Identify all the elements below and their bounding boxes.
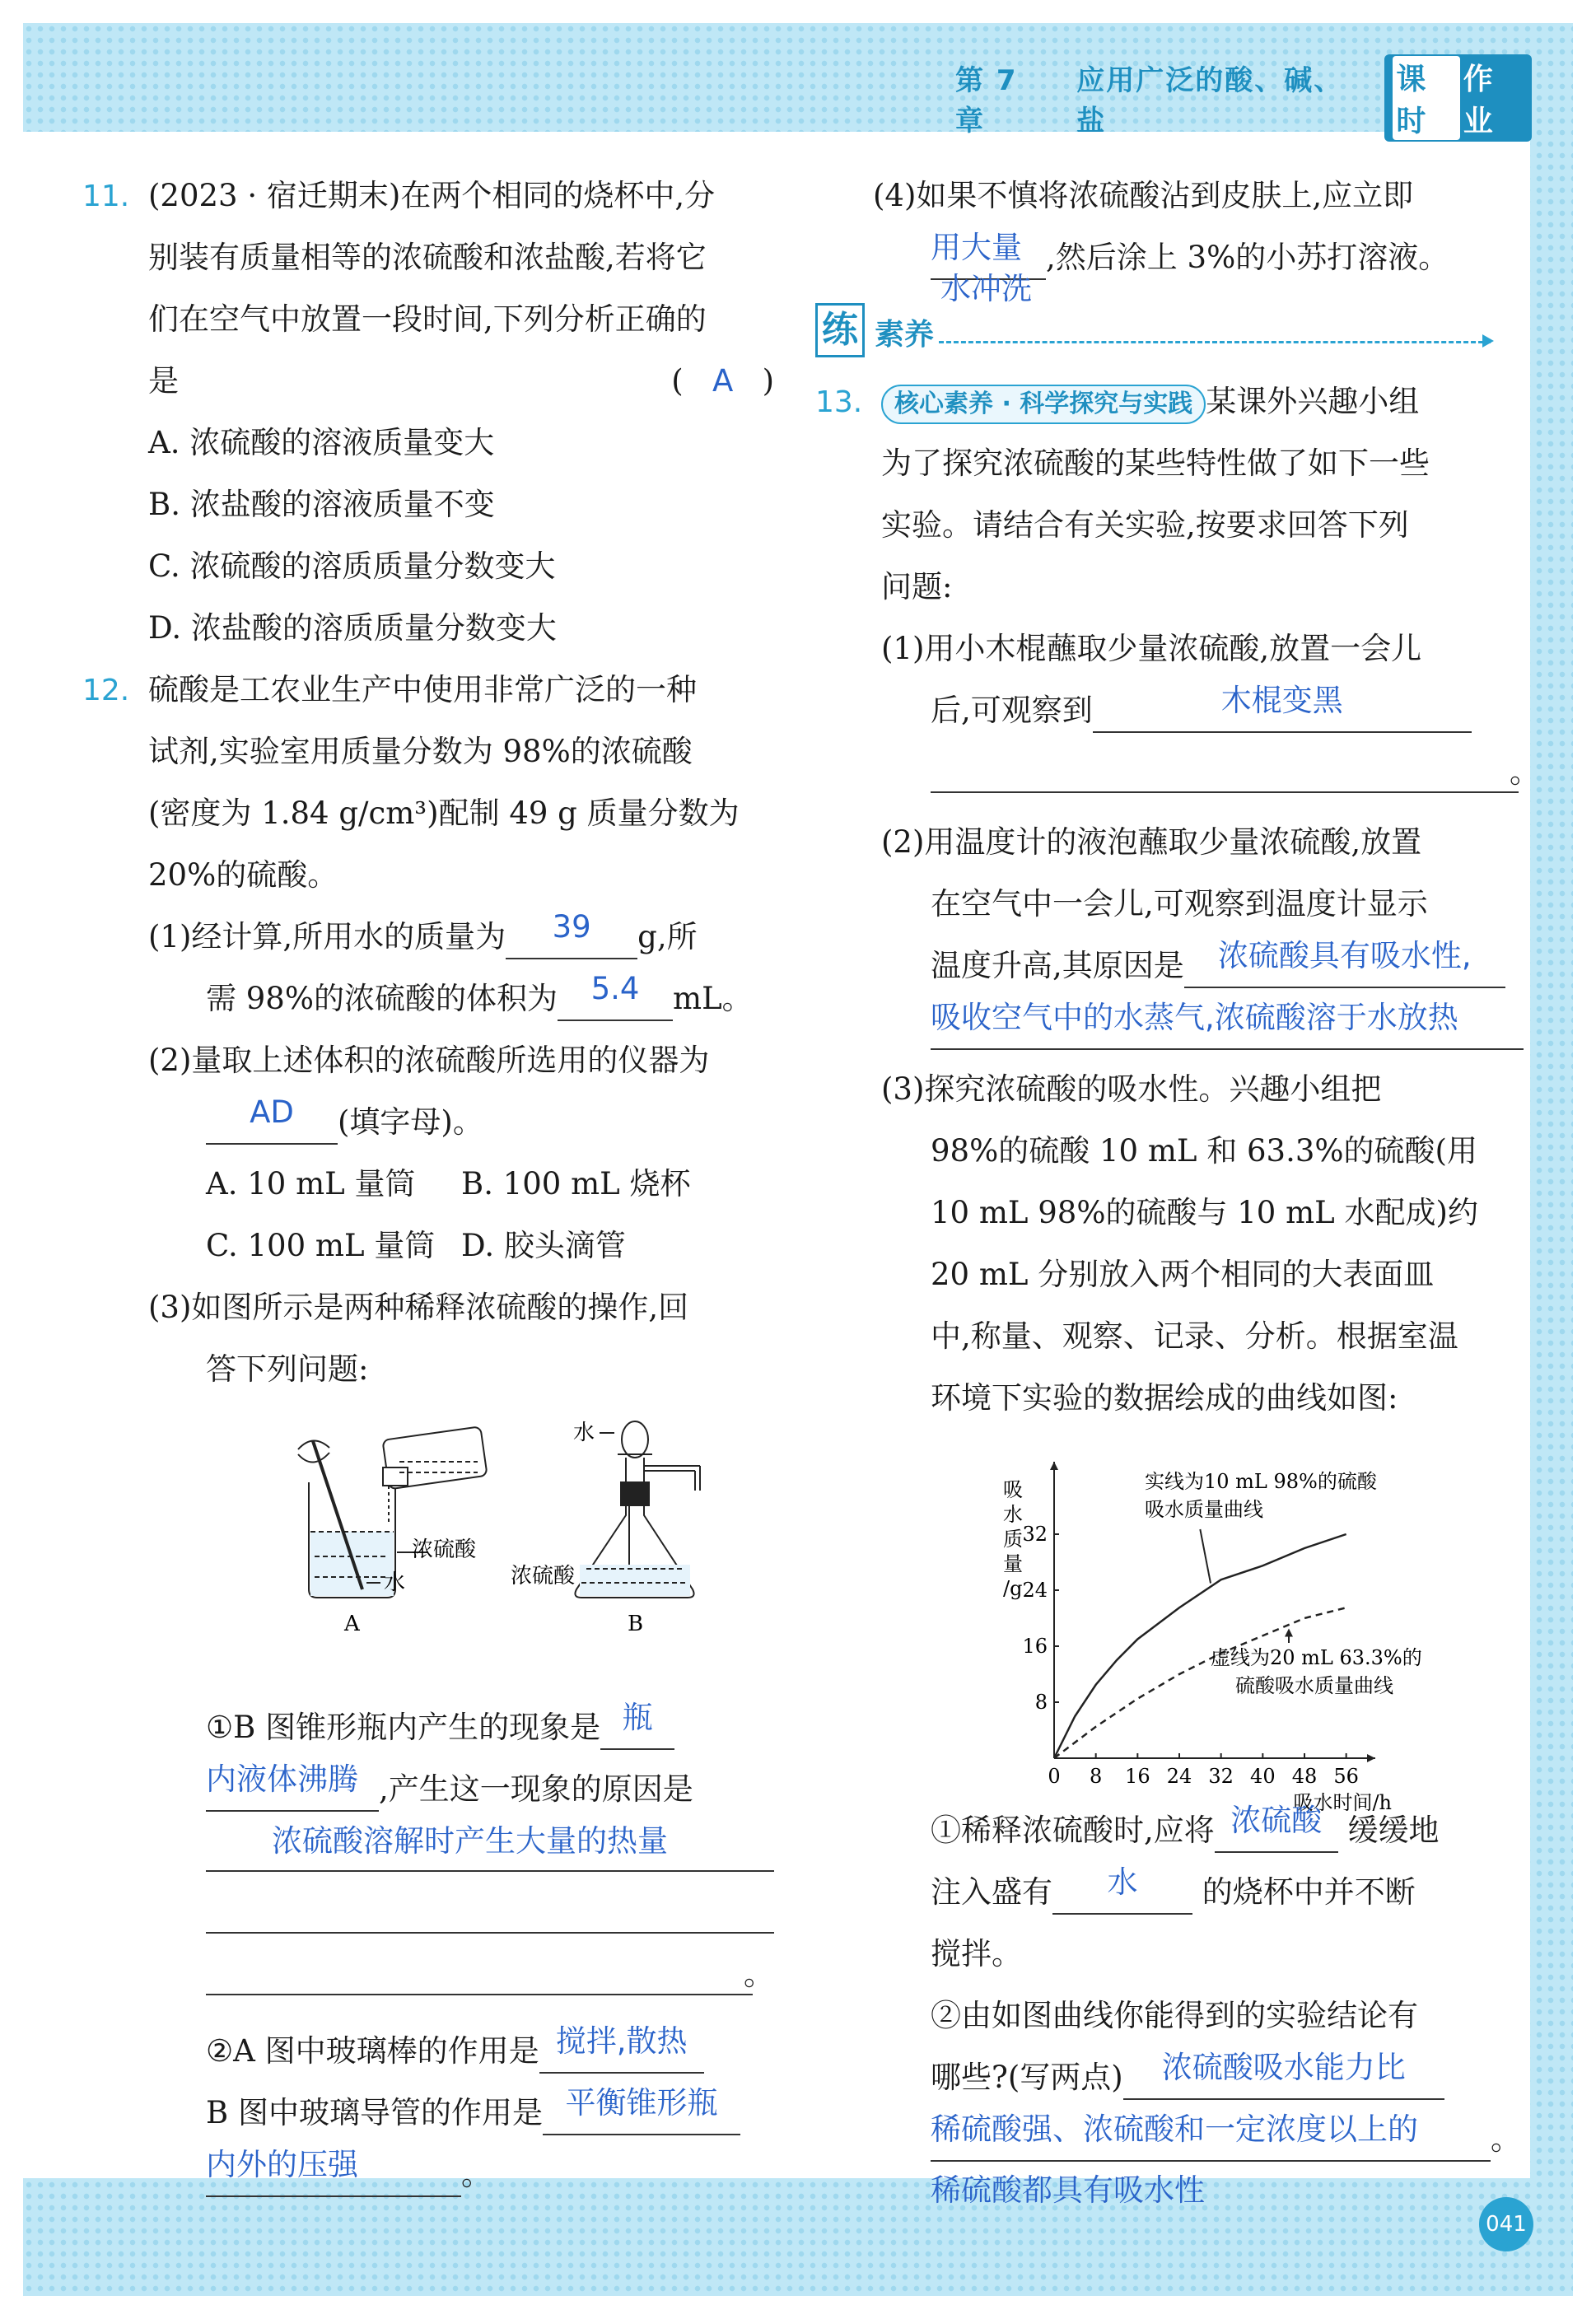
q13-p3-line6 bbox=[815, 1367, 1540, 1429]
right-column bbox=[815, 165, 1540, 306]
q12-s1-line1 bbox=[82, 1696, 774, 1758]
q13-p2-line2 bbox=[815, 873, 1540, 935]
q13-p2-answer-1: 浓硫酸具有吸水性, bbox=[1217, 938, 1472, 973]
q12-options-row-2 bbox=[82, 1215, 774, 1276]
q13-s2-answer-3: 稀硫酸都具有吸水性 bbox=[931, 2172, 1205, 2208]
q12-p2-blank[interactable] bbox=[206, 1094, 338, 1145]
q11-text-4: 是 bbox=[148, 363, 179, 399]
q12-s2-line3 bbox=[82, 2144, 774, 2205]
q13-s1-line1 bbox=[815, 1799, 1540, 1861]
q11-line-3 bbox=[82, 288, 774, 350]
flask-b-illustration bbox=[575, 1421, 700, 1598]
fig-a-acid-label: 浓硫酸 bbox=[412, 1537, 477, 1562]
q12-part4-line2 bbox=[815, 226, 1540, 306]
x-tick-label: 32 bbox=[1208, 1765, 1234, 1788]
q13-text-3: 实验。请结合有关实验,按要求回答下列 bbox=[881, 507, 1409, 543]
q13-block bbox=[815, 371, 1540, 2211]
q13-core-tag: 核心素养 · 科学探究与实践 bbox=[881, 385, 1206, 424]
q12-s2-line2 bbox=[82, 2082, 774, 2144]
x-tick-label: 48 bbox=[1291, 1765, 1318, 1788]
q13-s1-text-b: 缓缓地 bbox=[1347, 1813, 1440, 1848]
q12-option-a: A. 10 mL 量筒 bbox=[206, 1166, 416, 1201]
q13-p1-line2 bbox=[815, 679, 1540, 741]
x-tick-label: 24 bbox=[1166, 1765, 1192, 1788]
q13-p3-line1 bbox=[815, 1058, 1540, 1120]
q13-s2-blank-2[interactable] bbox=[931, 2111, 1491, 2162]
q12-part1-line1 bbox=[82, 906, 774, 968]
q12-part2-line2 bbox=[82, 1091, 774, 1153]
q13-p3-line2 bbox=[815, 1120, 1540, 1182]
x-tick-label: 0 bbox=[1048, 1765, 1061, 1788]
q13-s1-blank-1[interactable] bbox=[1215, 1803, 1338, 1853]
x-tick-label: 16 bbox=[1125, 1765, 1150, 1788]
q12-s2-answer-2: 平衡锥形瓶 bbox=[565, 2085, 718, 2121]
q13-p2-line1 bbox=[815, 811, 1540, 873]
q13-p2-blank-2[interactable] bbox=[931, 1000, 1524, 1050]
q13-s1-text-d: 的烧杯中并不断 bbox=[1202, 1874, 1416, 1910]
chapter-label: 第 7 章 bbox=[955, 64, 1018, 138]
q12-text-4: 20%的硫酸。 bbox=[148, 857, 338, 893]
q13-p3-line3 bbox=[815, 1182, 1540, 1243]
fig-a-caption: A bbox=[344, 1612, 360, 1636]
y-axis-label-char: 吸 bbox=[1003, 1478, 1023, 1501]
q13-text-2: 为了探究浓硫酸的某些特性做了如下一些 bbox=[881, 446, 1430, 481]
q12-part2-line1 bbox=[82, 1029, 774, 1091]
q12-part3-line1 bbox=[82, 1276, 774, 1338]
y-axis-label-char: /g bbox=[1003, 1577, 1023, 1600]
q13-s2-line3 bbox=[815, 2108, 1540, 2170]
q13-text-1: 某课外兴趣小组 bbox=[1206, 384, 1420, 419]
q13-s1-blank-2[interactable] bbox=[1052, 1864, 1192, 1915]
q12-s1-line4 bbox=[82, 1882, 774, 1943]
q12-p4-answer-1: 用大量 bbox=[931, 230, 1022, 265]
q12-s2-line1 bbox=[82, 2020, 774, 2082]
q12-s2-blank-3[interactable] bbox=[206, 2147, 461, 2197]
q12-p2-text-b: (填字母)。 bbox=[338, 1104, 483, 1140]
q13-s2-blank-1[interactable] bbox=[1123, 2050, 1444, 2100]
q12-line-3 bbox=[82, 782, 774, 844]
q13-p1-line3 bbox=[815, 741, 1540, 803]
q11-option-a-text: A. 浓硫酸的溶液质量变大 bbox=[148, 425, 495, 460]
q12-s2-text-b: B 图中玻璃导管的作用是 bbox=[206, 2095, 543, 2130]
q12-p1-text-d: mL。 bbox=[673, 981, 753, 1016]
q13-p3-line5 bbox=[815, 1305, 1540, 1367]
q11-option-c bbox=[82, 535, 774, 597]
q11-option-b-text: B. 浓盐酸的溶液质量不变 bbox=[148, 487, 495, 522]
q11-text-3: 们在空气中放置一段时间,下列分析正确的 bbox=[148, 301, 707, 337]
q12-p2-answer: AD bbox=[250, 1094, 294, 1130]
q12-s1-line2 bbox=[82, 1758, 774, 1820]
section-badge: 练 bbox=[815, 303, 865, 357]
dilution-figure-svg bbox=[82, 1400, 774, 1696]
q12-text-3: (密度为 1.84 g/cm³)配制 49 g 质量分数为 bbox=[148, 796, 740, 831]
q12-p1-blank-2[interactable] bbox=[558, 971, 673, 1021]
y-axis-label-char: 质 bbox=[1003, 1528, 1023, 1551]
left-column bbox=[82, 165, 774, 2205]
q12-s1-line3 bbox=[82, 1820, 774, 1882]
page-header bbox=[955, 63, 1532, 138]
series-1-label-line1: 实线为10 mL 98%的硫酸 bbox=[1145, 1470, 1377, 1493]
q11-line-4 bbox=[82, 350, 774, 412]
x-tick-label: 56 bbox=[1333, 1765, 1359, 1788]
q12-line-1 bbox=[82, 659, 774, 721]
q13-s2-answer-1: 浓硫酸吸水能力比 bbox=[1161, 2050, 1406, 2085]
q13-s1-text-c: 注入盛有 bbox=[931, 1874, 1052, 1910]
q13-line-3 bbox=[815, 494, 1540, 556]
y-axis-arrow bbox=[1050, 1462, 1058, 1470]
q12-s1-blank-2[interactable] bbox=[206, 1761, 379, 1812]
q13-line-2 bbox=[815, 432, 1540, 494]
q11-line-2 bbox=[82, 226, 774, 288]
q12-part1-line2 bbox=[82, 968, 774, 1029]
page-number: 041 bbox=[1479, 2197, 1533, 2251]
q12-s1-blank-1[interactable] bbox=[600, 1700, 674, 1750]
fig-b-acid-label: 浓硫酸 bbox=[511, 1564, 576, 1589]
q13-p1-rule bbox=[931, 791, 1519, 793]
q11-answer-paren bbox=[671, 350, 774, 412]
q13-line-1 bbox=[815, 371, 1540, 432]
x-tick-label: 8 bbox=[1090, 1765, 1103, 1788]
q12-option-b: B. 100 mL 烧杯 bbox=[461, 1166, 691, 1201]
q12-s2-answer-3: 内外的压强 bbox=[206, 2147, 358, 2182]
q12-s1-rule-3 bbox=[206, 1870, 774, 1872]
q12-p4-text-a: (4)如果不慎将浓硫酸沾到皮肤上,应立即 bbox=[873, 178, 1414, 213]
q12-option-c: C. 100 mL 量筒 bbox=[206, 1228, 436, 1263]
q13-s2-end: 。 bbox=[1491, 2121, 1521, 2157]
q13-p2-text-c: 温度升高,其原因是 bbox=[931, 948, 1184, 983]
q13-p3-text-3: 10 mL 98%的硫酸与 10 mL 水配成)约 bbox=[931, 1195, 1478, 1230]
q13-p3-text-6: 环境下实验的数据绘成的曲线如图: bbox=[931, 1380, 1398, 1416]
q12-p2-text-a: (2)量取上述体积的浓硫酸所选用的仪器为 bbox=[148, 1043, 710, 1078]
q12-p3-text-b: 答下列问题: bbox=[206, 1351, 369, 1387]
series-2-label-line2: 硫酸吸水质量曲线 bbox=[1235, 1674, 1393, 1697]
q12-text-1: 硫酸是工农业生产中使用非常广泛的一种 bbox=[148, 672, 697, 707]
q12-line-4 bbox=[82, 844, 774, 906]
q12-s1-answer-3: 浓硫酸溶解时产生大量的热量 bbox=[272, 1823, 668, 1859]
q12-s1-rule-5 bbox=[206, 1994, 753, 1995]
q12-p4-answer-2: 水冲洗 bbox=[940, 271, 1032, 306]
section-arrow-icon bbox=[1482, 334, 1494, 348]
brand-logo bbox=[1384, 54, 1532, 142]
q11-option-c-text: C. 浓硫酸的溶质质量分数变大 bbox=[148, 548, 556, 584]
q12-options-row-1 bbox=[82, 1153, 774, 1215]
q12-number: 12. bbox=[82, 674, 130, 707]
q12-s1-rule-4 bbox=[206, 1932, 774, 1934]
q12-p4-text-b: ,然后涂上 3%的小苏打溶液。 bbox=[1046, 240, 1449, 275]
q13-s1-text-e: 搅拌。 bbox=[931, 1936, 1022, 1971]
q12-s1-answer-1: 瓶 bbox=[622, 1700, 653, 1735]
q13-s1-line2 bbox=[815, 1861, 1540, 1923]
q12-s2-blank-2[interactable] bbox=[543, 2085, 740, 2135]
series-1-label-line2: 吸水质量曲线 bbox=[1145, 1498, 1263, 1521]
q13-s1-line3 bbox=[815, 1923, 1540, 1985]
q11-text-1: (2023 · 宿迁期末)在两个相同的烧杯中,分 bbox=[148, 178, 716, 213]
q12-p1-text-b: g,所 bbox=[637, 919, 698, 954]
y-axis-label-char: 水 bbox=[1003, 1503, 1023, 1526]
series-2-pointer-arrow bbox=[1285, 1629, 1293, 1637]
q12-s1-text-b: ,产生这一现象的原因是 bbox=[379, 1771, 693, 1807]
q11-option-d bbox=[82, 597, 774, 659]
fig-b-caption: B bbox=[628, 1612, 644, 1636]
q12-option-d: D. 胶头滴管 bbox=[461, 1228, 626, 1263]
q12-p3-text-a: (3)如图所示是两种稀释浓硫酸的操作,回 bbox=[148, 1290, 689, 1325]
q12-s2-blank-1[interactable] bbox=[539, 2023, 704, 2074]
q13-p3-text-5: 中,称量、观察、记录、分析。根据室温 bbox=[931, 1318, 1458, 1354]
q13-p3-text-4: 20 mL 分别放入两个相同的大表面皿 bbox=[931, 1257, 1435, 1292]
q13-p1-line1 bbox=[815, 618, 1540, 679]
q13-p1-text-a: (1)用小木棍蘸取少量浓硫酸,放置一会儿 bbox=[881, 631, 1422, 666]
section-title: 素养 bbox=[875, 318, 935, 352]
section-arrow-line bbox=[939, 341, 1491, 343]
chart-layer bbox=[1003, 1462, 1422, 1814]
q12-part4-line1 bbox=[815, 165, 1540, 226]
q12-text-2: 试剂,实验室用质量分数为 98%的浓硫酸 bbox=[148, 734, 693, 769]
series-2-label-line1: 虚线为20 mL 63.3%的 bbox=[1211, 1646, 1422, 1669]
fig-b-water-label: 水 bbox=[573, 1421, 595, 1445]
q12-s1-line5 bbox=[82, 1943, 774, 2005]
q12-s1-answer-2: 内液体沸腾 bbox=[206, 1761, 358, 1797]
q13-s2-text-b: 哪些?(写两点) bbox=[931, 2060, 1123, 2095]
brand-logo-b: 作业 bbox=[1463, 63, 1495, 138]
y-tick-label: 16 bbox=[1022, 1635, 1048, 1658]
q12-s2-end: 。 bbox=[461, 2157, 492, 2192]
paren-close: ) bbox=[762, 363, 774, 399]
q12-s2-text-a: ②A 图中玻璃棒的作用是 bbox=[206, 2033, 539, 2069]
q13-p2-text-1: (2)用温度计的液泡蘸取少量浓硫酸,放置 bbox=[881, 824, 1422, 860]
q11-text-2: 别装有质量相等的浓硫酸和浓盐酸,若将它 bbox=[148, 240, 707, 275]
q13-p2-answer-2: 吸收空气中的水蒸气,浓硫酸溶于水放热 bbox=[931, 1000, 1458, 1035]
q13-p3-text-2: 98%的硫酸 10 mL 和 63.3%的硫酸(用 bbox=[931, 1133, 1477, 1169]
q13-s2-line2 bbox=[815, 2046, 1540, 2108]
q12-p1-text-c: 需 98%的浓硫酸的体积为 bbox=[206, 981, 558, 1016]
q13-p1-text-b: 后,可观察到 bbox=[931, 693, 1093, 728]
q13-p2-blank-1[interactable] bbox=[1184, 938, 1505, 988]
q11-option-a bbox=[82, 412, 774, 474]
q12-s1-end: 。 bbox=[744, 1957, 774, 1992]
q13-number: 13. bbox=[815, 385, 863, 419]
q13-p1-answer: 木棍变黑 bbox=[1220, 683, 1343, 718]
q11-line-1 bbox=[82, 165, 774, 226]
y-tick-label: 32 bbox=[1022, 1523, 1048, 1546]
series-1-pointer bbox=[1200, 1529, 1211, 1584]
absorption-chart-svg bbox=[815, 1437, 1540, 1814]
chapter-title: 应用广泛的酸、碱、盐 bbox=[1076, 64, 1344, 138]
q13-text-4: 问题: bbox=[881, 569, 953, 604]
q13-p2-line3 bbox=[815, 935, 1540, 996]
q13-s2-text-a: ②由如图曲线你能得到的实验结论有 bbox=[931, 1998, 1418, 2033]
section-header bbox=[815, 303, 1491, 357]
q13-s2-answer-2: 稀硫酸强、浓硫酸和一定浓度以上的 bbox=[931, 2111, 1418, 2147]
q12-p1-answer-1: 39 bbox=[552, 909, 591, 945]
q12-p1-text-a: (1)经计算,所用水的质量为 bbox=[148, 919, 506, 954]
y-tick-label: 24 bbox=[1022, 1579, 1048, 1602]
q13-p2-line4 bbox=[815, 996, 1540, 1058]
q11-option-d-text: D. 浓盐酸的溶质质量分数变大 bbox=[148, 610, 557, 646]
q13-line-4 bbox=[815, 556, 1540, 618]
dilution-figure bbox=[82, 1400, 774, 1696]
q13-p3-text-1: (3)探究浓硫酸的吸水性。兴趣小组把 bbox=[881, 1071, 1382, 1107]
q13-p1-blank[interactable] bbox=[1093, 683, 1472, 733]
q13-s1-text-a: ①稀释浓硫酸时,应将 bbox=[931, 1813, 1215, 1848]
q11-number: 11. bbox=[82, 180, 130, 213]
brand-logo-a: 课时 bbox=[1393, 56, 1459, 140]
absorption-chart bbox=[815, 1437, 1540, 1814]
q12-line-2 bbox=[82, 721, 774, 782]
q12-part3-line2 bbox=[82, 1338, 774, 1400]
q12-p1-answer-2: 5.4 bbox=[590, 971, 640, 1006]
q13-s1-answer-2: 水 bbox=[1107, 1864, 1138, 1900]
q12-p1-blank-1[interactable] bbox=[506, 909, 637, 959]
q13-p2-text-2: 在空气中一会儿,可观察到温度计显示 bbox=[931, 886, 1428, 922]
x-axis-label: 吸水时间/h bbox=[1293, 1791, 1392, 1814]
q13-p1-end: 。 bbox=[1510, 754, 1540, 790]
paren-open: ( bbox=[671, 363, 684, 399]
y-axis-label-char: 量 bbox=[1003, 1552, 1023, 1575]
q13-s2-line1 bbox=[815, 1985, 1540, 2046]
y-tick-label: 8 bbox=[1034, 1691, 1048, 1714]
q13-s1-answer-1: 浓硫酸 bbox=[1230, 1803, 1323, 1838]
fig-a-water-label: 水 bbox=[384, 1570, 406, 1595]
x-axis-arrow bbox=[1367, 1754, 1375, 1762]
q13-p3-line4 bbox=[815, 1243, 1540, 1305]
q11-answer: A bbox=[712, 363, 734, 399]
q13-s2-line4 bbox=[815, 2170, 1540, 2211]
q12-s2-answer-1: 搅拌,散热 bbox=[555, 2023, 688, 2059]
x-tick-label: 40 bbox=[1250, 1765, 1276, 1788]
q11-option-b bbox=[82, 474, 774, 535]
q12-s1-text-a: ①B 图锥形瓶内产生的现象是 bbox=[206, 1710, 601, 1745]
